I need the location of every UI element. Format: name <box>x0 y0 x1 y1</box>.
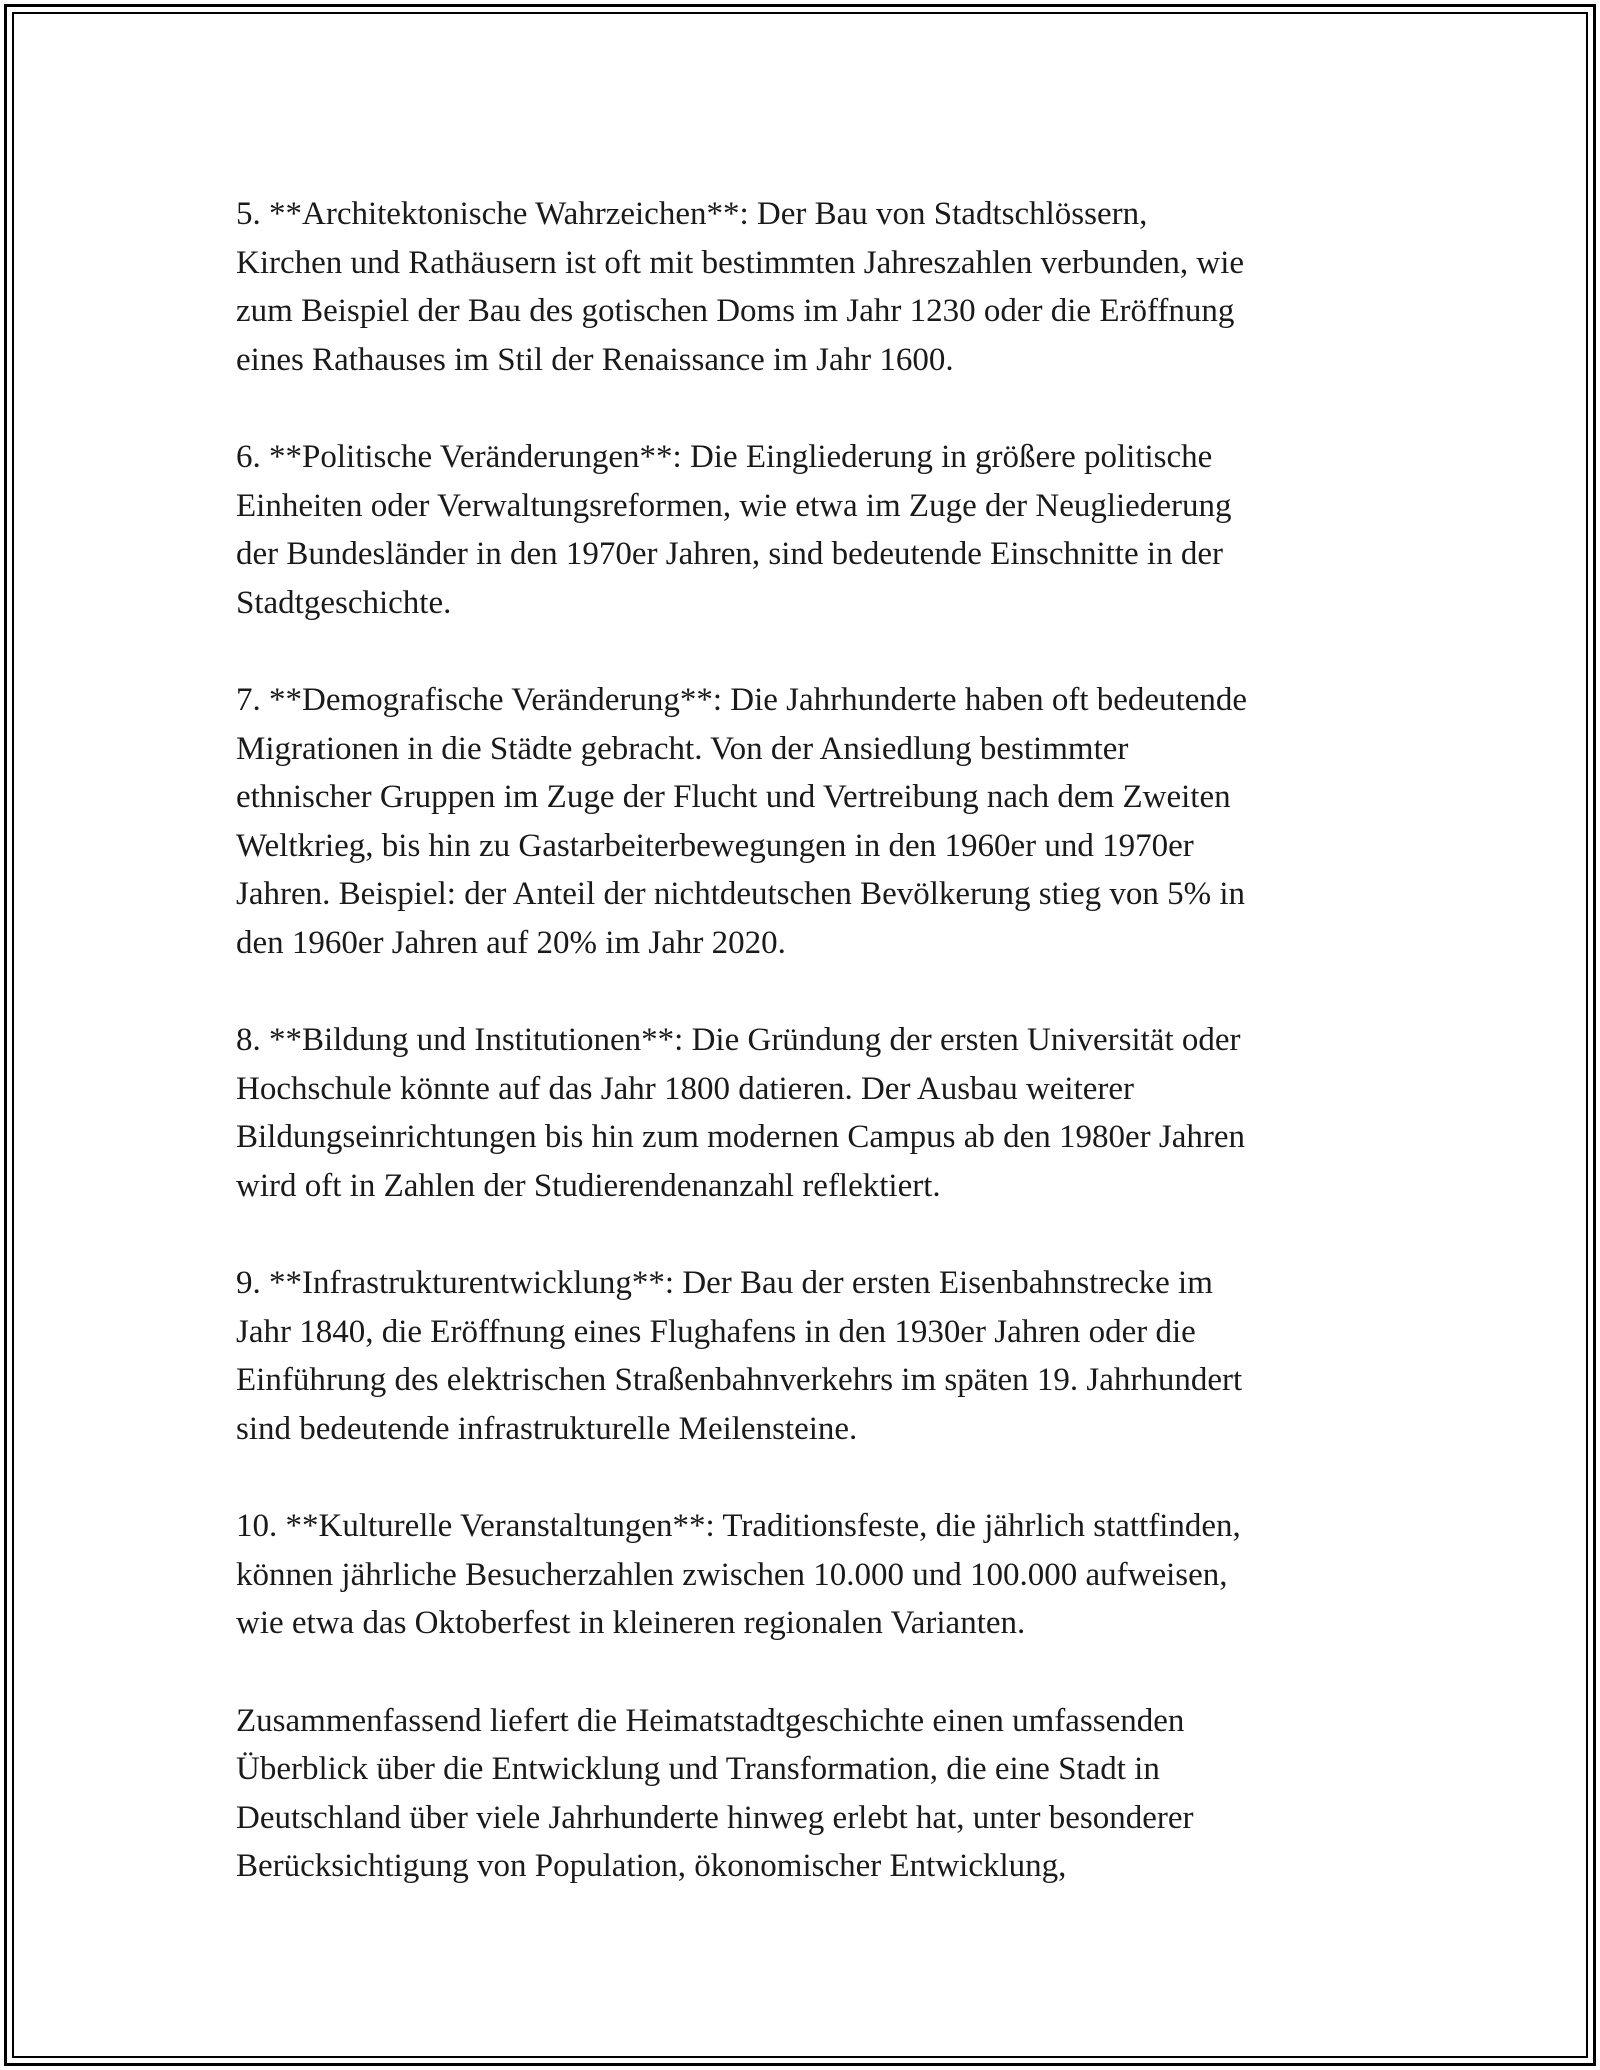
document-body <box>236 190 1386 1891</box>
paragraph-bildung-und-institutionen: 8. **Bildung und Institutionen**: Die Gründung der ersten Universität oder Hochschule könnte auf das Jahr 1800 datieren. Der Ausbau weiterer Bildungseinrichtungen bis hin zum modernen Campus ab den 1980er Jahren wird oft in Zahlen der Studierendenanzahl reflektiert. <box>236 1022 1246 1204</box>
paragraph-zusammenfassung: Zusammenfassend liefert die Heimatstadtgeschichte einen umfassenden Überblick über die Entwicklung und Transformation, die eine Stadt in Deutschland über viele Jahrhunderte hinweg erlebt hat, unter besonderer Berücksichtigung von Population, ökonomischer Entwicklung, <box>236 1702 1194 1884</box>
paragraph-architektonische-wahrzeichen: 5. **Architektonische Wahrzeichen**: Der Bau von Stadtschlössern, Kirchen und Rathäusern ist oft mit bestimmten Jahreszahlen verbunden, wie zum Beispiel der Bau des gotischen Doms im Jahr 1230 oder die Eröffnung eines Rathauses im Stil der Renaissance im Jahr 1600. <box>236 196 1245 378</box>
paragraph-kulturelle-veranstaltungen: 10. **Kulturelle Veranstaltungen**: Traditionsfeste, die jährlich stattfinden, können jährliche Besucherzahlen zwischen 10.000 und 100.000 aufweisen, wie etwa das Oktoberfest in kleineren regionalen Varianten. <box>236 1508 1241 1641</box>
paragraph-infrastrukturentwicklung: 9. **Infrastrukturentwicklung**: Der Bau der ersten Eisenbahnstrecke im Jahr 1840, die Eröffnung eines Flughafens in den 1930er Jahren oder die Einführung des elektrischen Straßenbahnverkehrs im späten 19. Jahrhundert sind bedeutende infrastrukturelle Meilensteine. <box>236 1265 1243 1447</box>
paragraph-demografische-veraenderung: 7. **Demografische Veränderung**: Die Jahrhunderte haben oft bedeutende Migrationen in die Städte gebracht. Von der Ansiedlung bestimmter ethnischer Gruppen im Zuge der Flucht und Vertreibung nach dem Zweiten Weltkrieg, bis hin zu Gastarbeiterbewegungen in den 1960er und 1970er Jahren. Beispiel: der Anteil der nichtdeutschen Bevölkerung stieg von 5% in den 1960er Jahren auf 20% im Jahr 2020. <box>236 682 1248 961</box>
paragraph-politische-veraenderungen: 6. **Politische Veränderungen**: Die Eingliederung in größere politische Einheiten oder Verwaltungsreformen, wie etwa im Zuge der Neugliederung der Bundesländer in den 1970er Jahren, sind bedeutende Einschnitte in der Stadtgeschichte. <box>236 439 1232 621</box>
